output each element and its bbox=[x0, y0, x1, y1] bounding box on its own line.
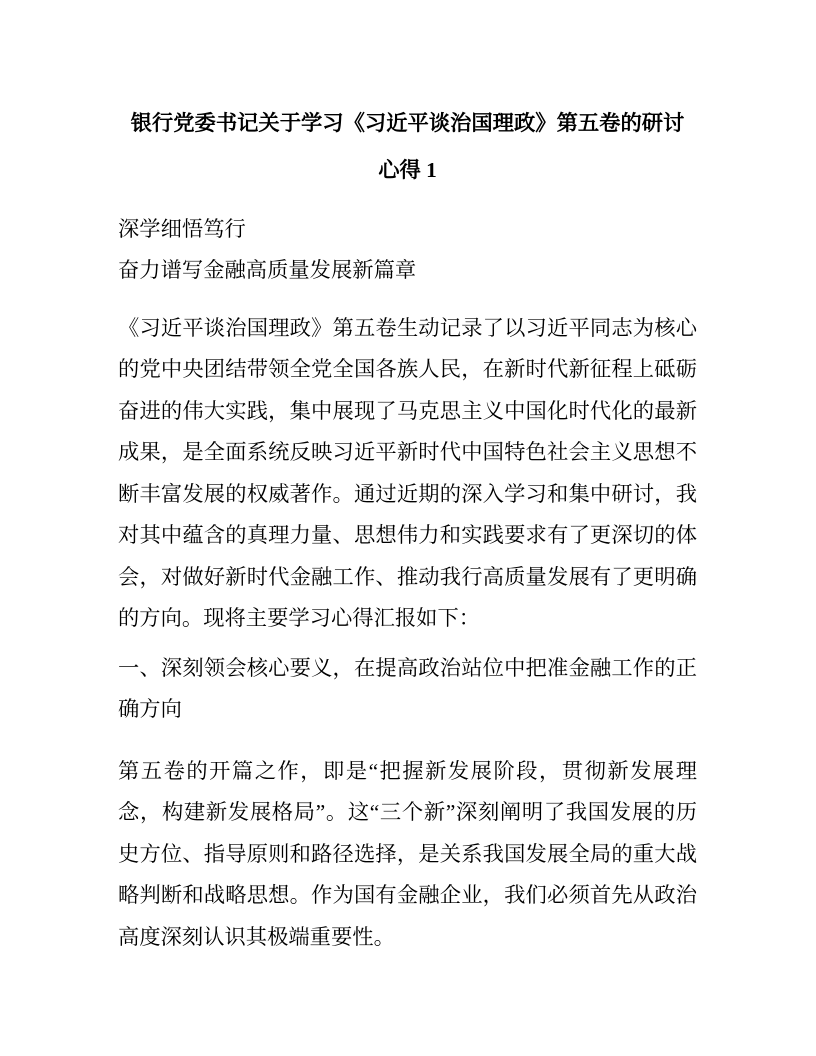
subtitle-block bbox=[118, 209, 697, 292]
section-1-paragraph: 第五卷的开篇之作，即是“把握新发展阶段，贯彻新发展理念，构建新发展格局”。这“三个新”深刻阐明了我国发展的历史方位、指导原则和路径选择，是关系我国发展全局的重大战略判断和战略思想。作为国有金融企业，我们必须首先从政治高度深刻认识其极端重要性。 bbox=[118, 758, 697, 949]
subtitle-line-2: 奋力谱写金融高质量发展新篇章 bbox=[118, 258, 417, 283]
document-title-line-1: 银行党委书记关于学习《习近平谈治国理政》第五卷的研讨 bbox=[130, 111, 685, 136]
section-heading-1: 一、深刻领会核心要义，在提高政治站位中把准金融工作的正确方向 bbox=[118, 655, 697, 722]
document-title-line-2: 心得 1 bbox=[378, 158, 437, 183]
subtitle-line-1: 深学细悟笃行 bbox=[118, 216, 246, 241]
document-title bbox=[118, 100, 697, 194]
intro-paragraph: 《习近平谈治国理政》第五卷生动记录了以习近平同志为核心的党中央团结带领全党全国各族人民，在新时代新征程上砥砺奋进的伟大实践，集中展现了马克思主义中国化时代化的最新成果，是全面系统反映习近平新时代中国特色社会主义思想不断丰富发展的权威著作。通过近期的深入学习和集中研讨，我对其中蕴含的真理力量、思想伟力和实践要求有了更深切的体会，对做好新时代金融工作、推动我行高质量发展有了更明确的方向。现将主要学习心得汇报如下： bbox=[118, 315, 697, 631]
